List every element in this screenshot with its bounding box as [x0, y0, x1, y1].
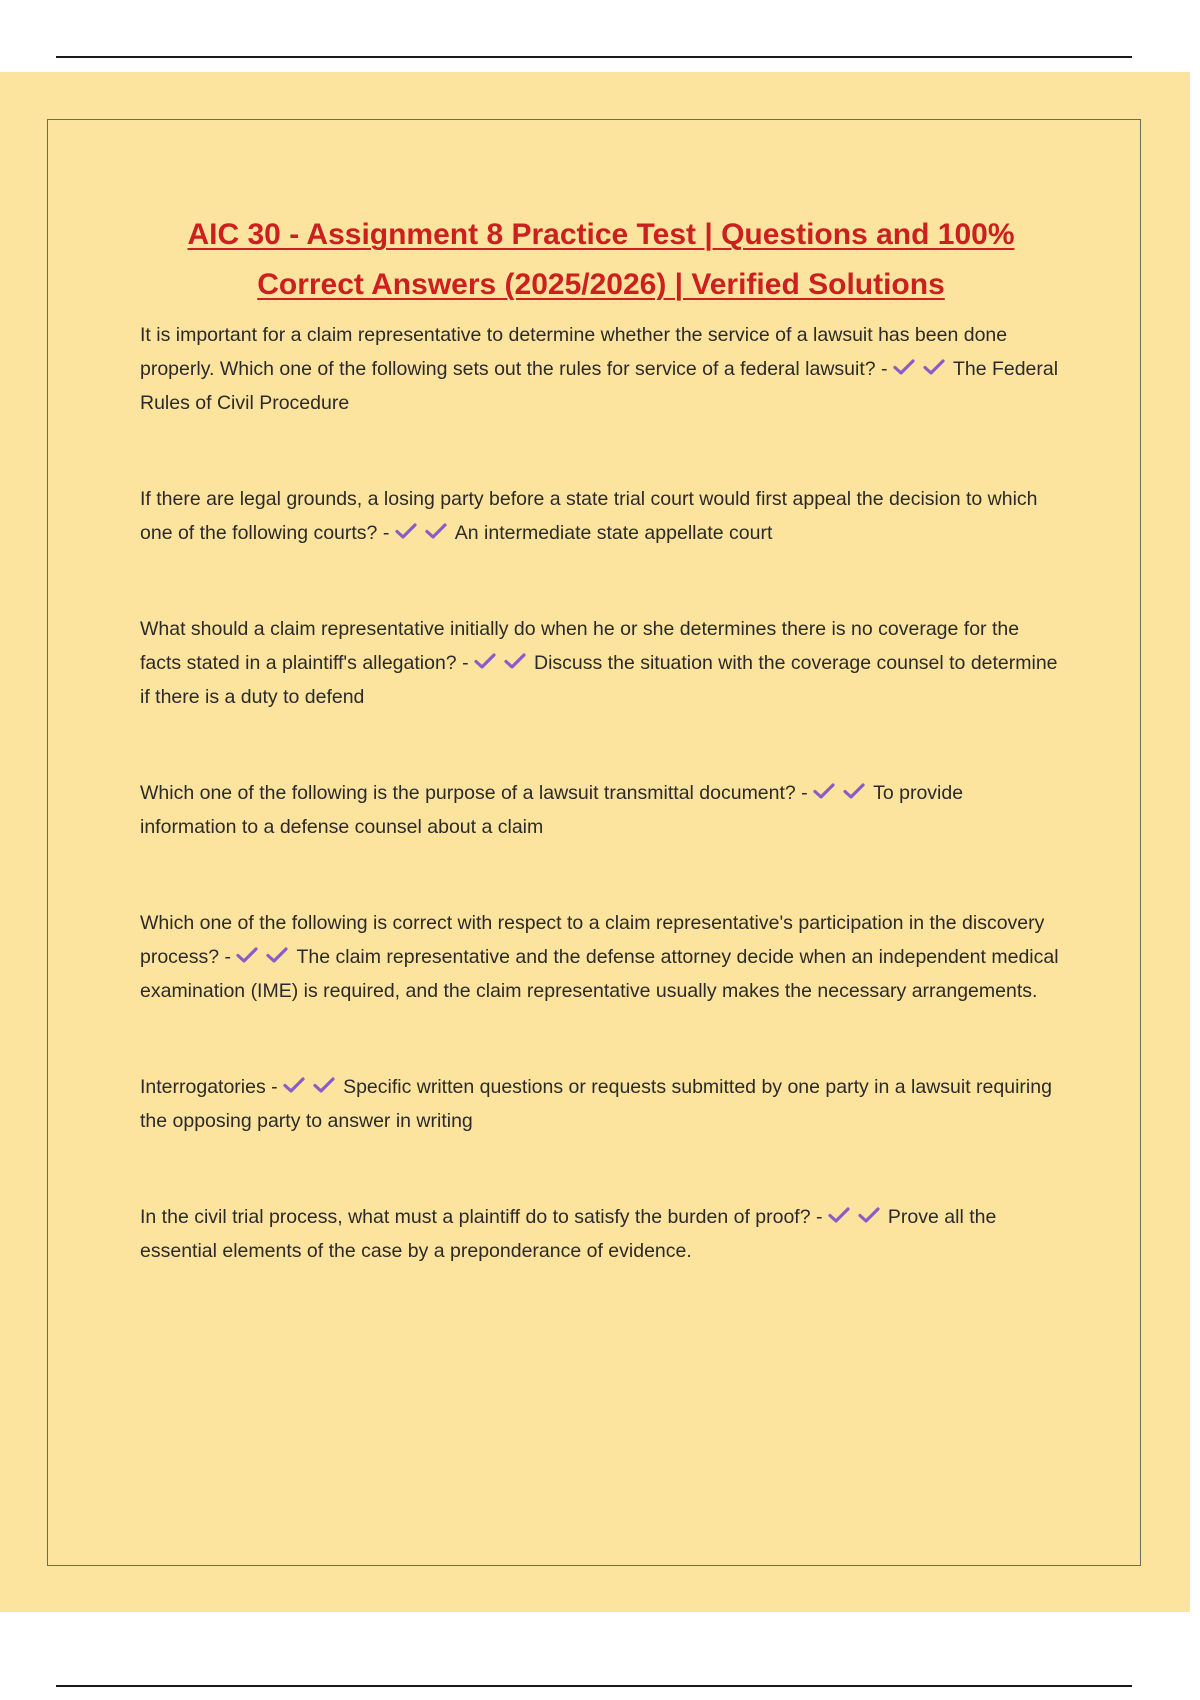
document-title [140, 210, 1062, 310]
question-text: In the civil trial process, what must a plaintiff do to satisfy the burden of proof? [140, 1206, 811, 1228]
question-text: Which one of the following is the purpose of a lawsuit transmittal document? [140, 782, 796, 804]
check-mark-icon [395, 522, 421, 542]
qa-item [140, 318, 1062, 420]
header-rule [56, 56, 1132, 58]
answer-text: Prove all the essential elements of the case by a preponderance of evidence. [140, 1206, 997, 1262]
separator: - [795, 782, 814, 804]
qa-item [140, 906, 1062, 1008]
separator: - [875, 358, 893, 380]
answer-text: The claim representative and the defense attorney decide when an independent medical examination (IME) is required, and the claim representative usually makes the necessary arrangements. [140, 946, 1059, 1002]
answer-text: An intermediate state appellate court [454, 522, 773, 544]
qa-item [140, 1200, 1062, 1268]
check-mark-icon [893, 358, 919, 378]
question-text: It is important for a claim representative to determine whether the service of a lawsuit has been done properly. Which one of the following sets out the rules for service of a federal lawsuit? [140, 324, 1008, 380]
check-mark-icon [504, 652, 530, 672]
qa-item [140, 612, 1062, 714]
qa-list [140, 318, 1062, 1268]
separator: - [219, 946, 237, 968]
question-text: What should a claim representative initially do when he or she determines there is no coverage for the facts stated in a plaintiff's allegation? [140, 618, 1020, 674]
question-text: Which one of the following is correct with respect to a claim representative's participation in the discovery process? [140, 912, 1045, 968]
check-mark-icon [858, 1206, 884, 1226]
answer-text: Discuss the situation with the coverage counsel to determine if there is a duty to defend [140, 652, 1058, 708]
footer-rule [56, 1685, 1132, 1687]
answer-text: Specific written questions or requests submitted by one party in a lawsuit requiring the opposing party to answer in writing [140, 1076, 1052, 1132]
answer-text: The Federal Rules of Civil Procedure [140, 358, 1059, 414]
qa-item [140, 776, 1062, 844]
check-mark-icon [813, 782, 839, 802]
title-line-1: AIC 30 - Assignment 8 Practice Test | Questions and 100% [187, 218, 1015, 251]
check-mark-icon [266, 946, 292, 966]
check-mark-icon [313, 1076, 339, 1096]
separator: - [377, 522, 395, 544]
question-text: Interrogatories [140, 1076, 266, 1098]
check-mark-icon [923, 358, 949, 378]
separator: - [265, 1076, 284, 1098]
separator: - [456, 652, 474, 674]
question-text: If there are legal grounds, a losing party before a state trial court would first appeal the decision to which one of the following courts? [140, 488, 1038, 544]
title-line-2: Correct Answers (2025/2026) | Verified Solutions [257, 268, 945, 301]
qa-item [140, 1070, 1062, 1138]
check-mark-icon [425, 522, 451, 542]
check-mark-icon [283, 1076, 309, 1096]
check-mark-icon [236, 946, 262, 966]
separator: - [810, 1206, 828, 1228]
check-mark-icon [828, 1206, 854, 1226]
answer-text: To provide information to a defense counsel about a claim [140, 782, 964, 838]
qa-item [140, 482, 1062, 550]
check-mark-icon [843, 782, 869, 802]
check-mark-icon [474, 652, 500, 672]
content-body [140, 210, 1062, 1330]
